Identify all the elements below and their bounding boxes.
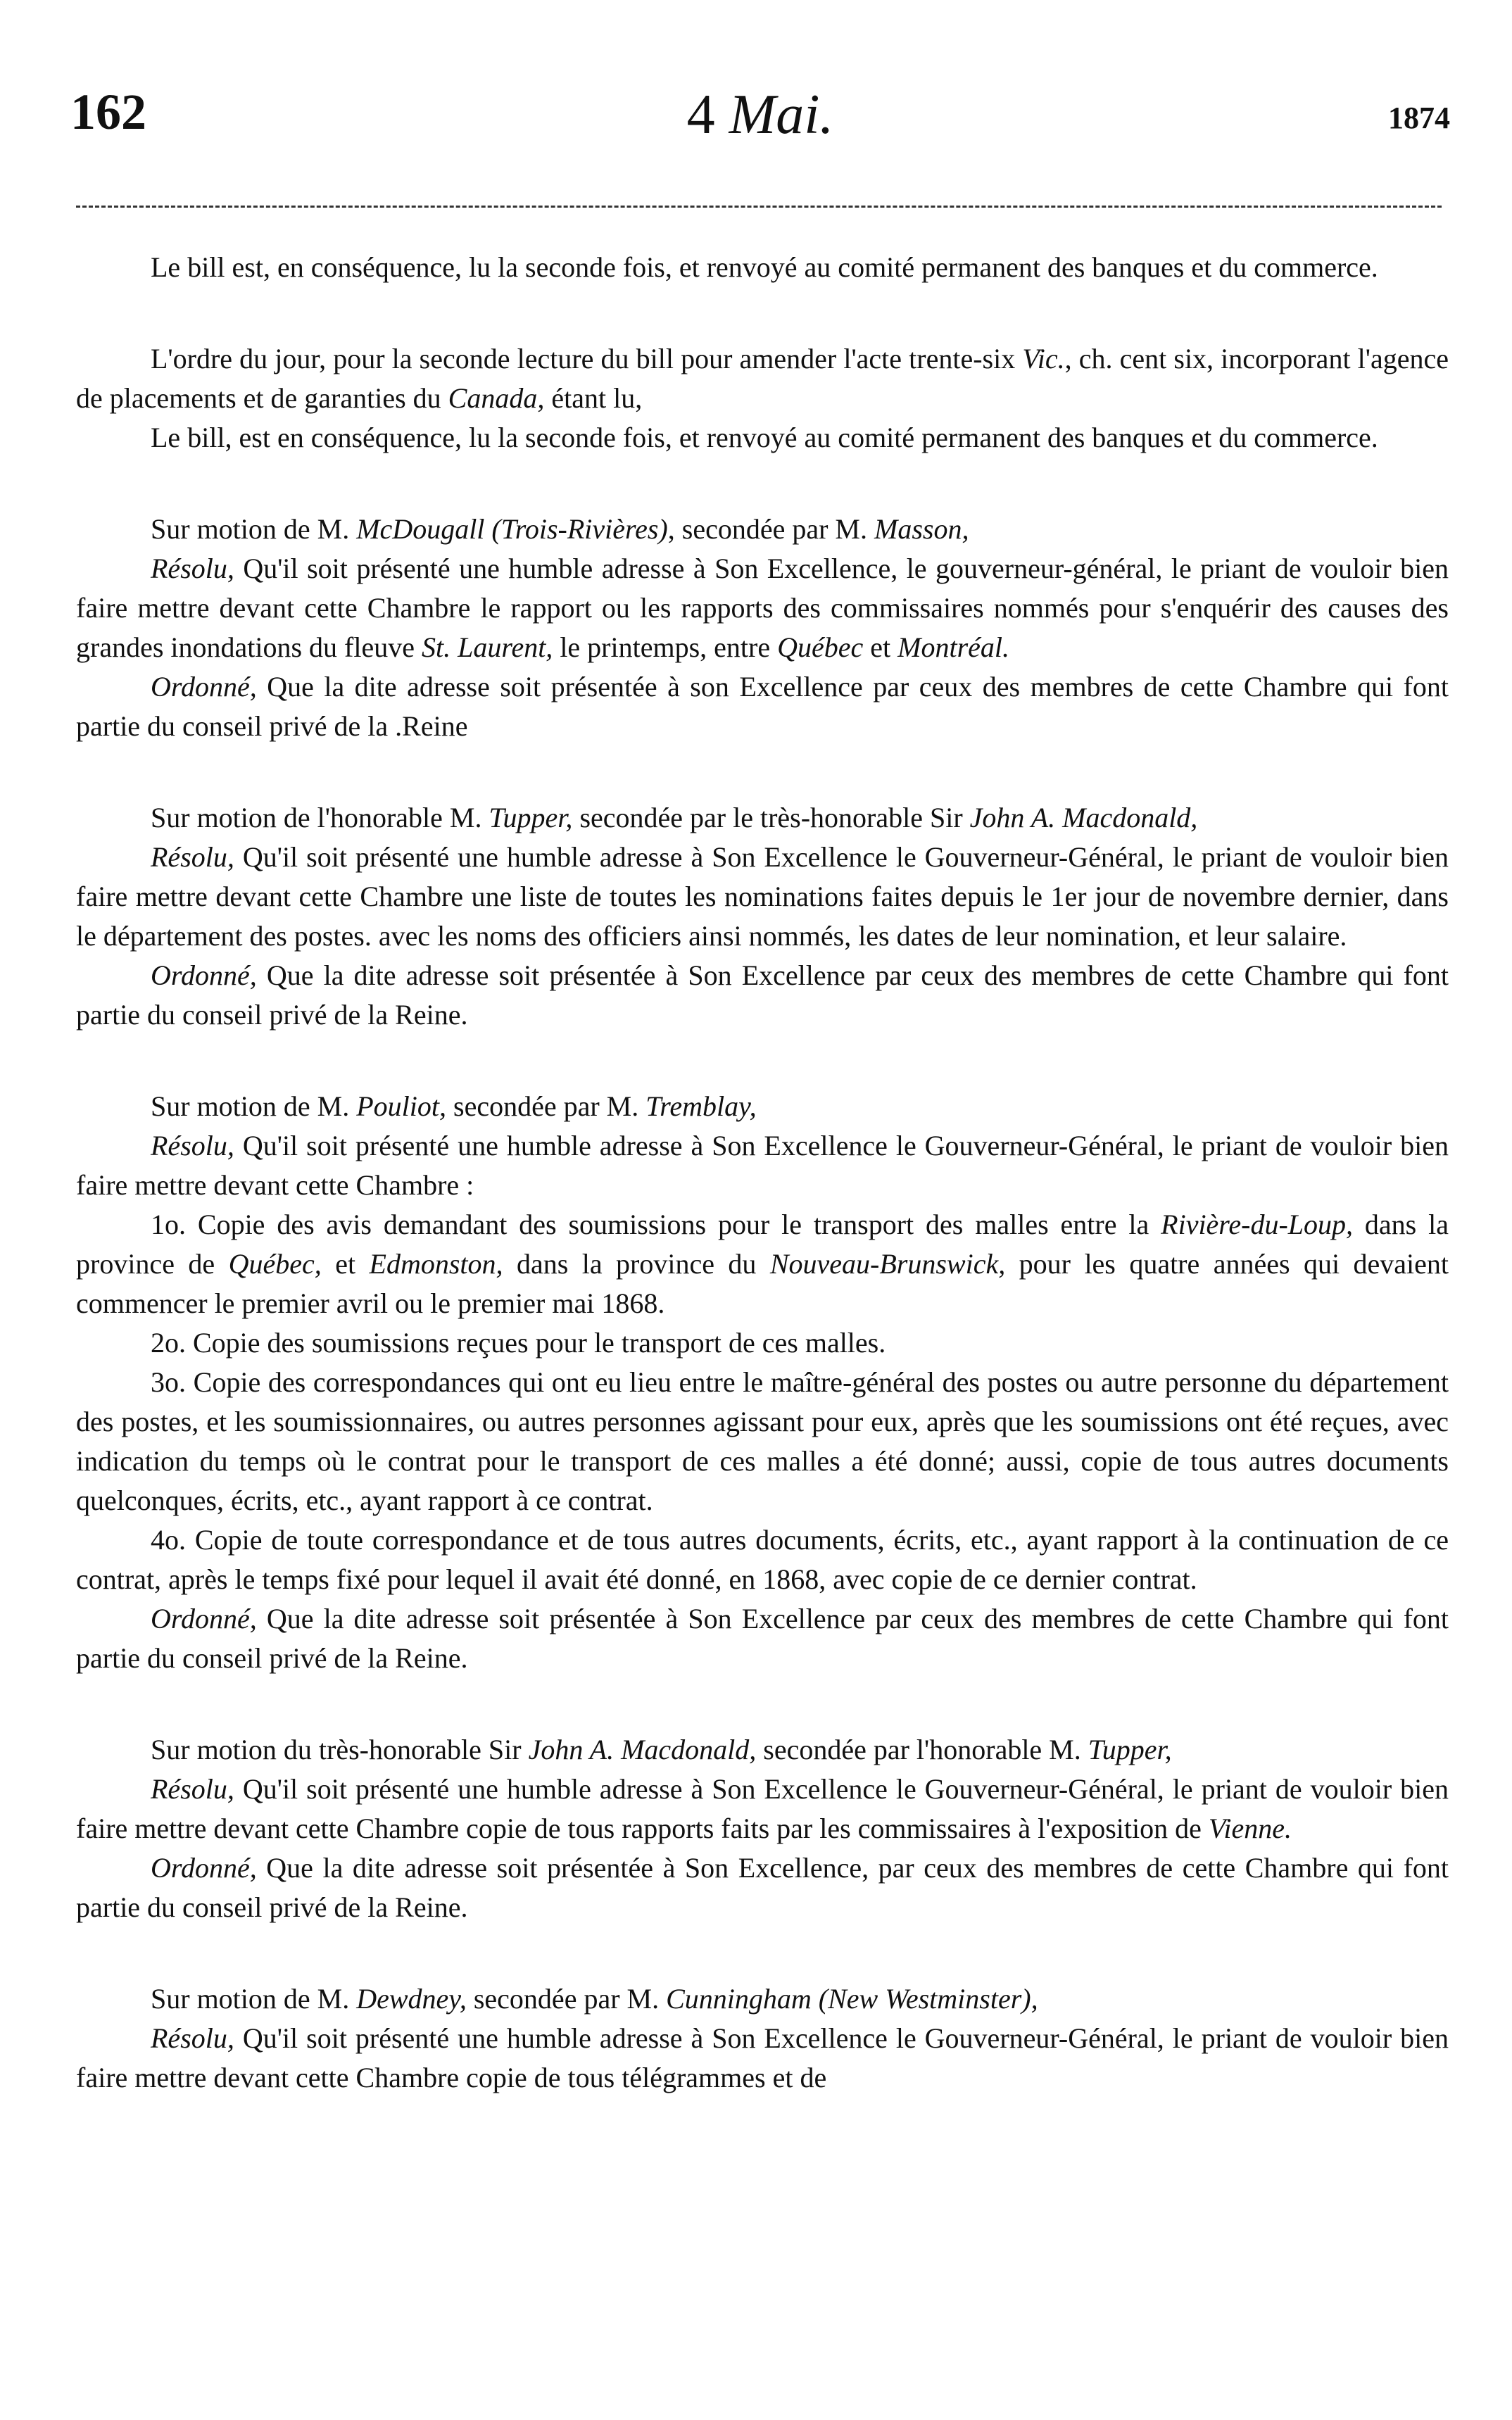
italic-text: Québec, xyxy=(228,1248,322,1280)
entry-motion-pouliot xyxy=(76,1087,1449,1678)
page-number: 162 xyxy=(70,84,146,140)
header-divider xyxy=(76,206,1442,208)
text-run: Que la dite adresse soit présentée à Son Excellence par ceux des membres de cette Chambre qui font partie du conseil privé de la Reine. xyxy=(76,959,1449,1031)
text-run: étant lu, xyxy=(544,382,643,414)
text-run: Sur motion de M. xyxy=(151,1983,357,2015)
paragraph xyxy=(76,1730,1449,1770)
entry-ordre-du-jour xyxy=(76,339,1449,458)
text-run: le printemps, entre xyxy=(553,631,778,663)
text-run: L'ordre du jour, pour la seconde lecture du bill pour amender l'acte trente-six xyxy=(151,343,1023,374)
text-run: Qu'il soit présenté une humble adresse à Son Excellence, le gouverneur-général, le priant de vouloir bien faire mettre devant cette Chambre le rapport ou les rapports des commissaires nommés pour s'enquérir des causes des grandes inondations du fleuve xyxy=(76,553,1449,663)
page-date xyxy=(70,83,1450,147)
italic-text: Edmonston, xyxy=(369,1248,503,1280)
italic-text: Résolu, xyxy=(151,1130,234,1161)
italic-text: St. Laurent, xyxy=(422,631,553,663)
italic-text: Tupper, xyxy=(489,802,573,833)
paragraph xyxy=(76,1126,1449,1205)
text-run: et xyxy=(863,631,898,663)
text-run: Le bill, est en conséquence, lu la seconde fois, et renvoyé au comité permanent des banques et du commerce. xyxy=(151,422,1378,453)
italic-text: Résolu, xyxy=(151,1773,234,1805)
text-run: dans la province de xyxy=(76,1209,1449,1280)
text-run: Le bill est, en conséquence, lu la seconde fois, et renvoyé au comité permanent des banques et du commerce. xyxy=(151,251,1378,283)
text-run: 2o. Copie des soumissions reçues pour le transport de ces malles. xyxy=(151,1327,886,1359)
text-run: secondée par l'honorable M. xyxy=(756,1734,1088,1765)
italic-text: McDougall (Trois-Rivières) xyxy=(356,513,668,545)
entry-motion-dewdney xyxy=(76,1979,1449,2098)
italic-text: Dewdney, xyxy=(356,1983,467,2015)
text-run: secondée par M. xyxy=(466,1983,667,2015)
italic-text: Masson, xyxy=(874,513,969,545)
paragraph xyxy=(76,1087,1449,1126)
page-header xyxy=(70,83,1450,168)
paragraph xyxy=(76,1770,1449,1848)
paragraph xyxy=(76,2019,1449,2098)
italic-text: Ordonné, xyxy=(151,1852,257,1884)
text-run: 3o. Copie des correspondances qui ont eu lieu entre le maître-général des postes ou autre personne du département des postes, et les soumissionnaires, ou autres personnes agissant pour eux, après que les soumissions ont été reçues, avec indication du temps où le contrat pour le transport de ces malles a été donné; aussi, copie de tous autres documents quelconques, écrits, etc., ayant rapport à ce contrat. xyxy=(76,1366,1449,1516)
entry-motion-mcdougall xyxy=(76,510,1449,746)
paragraph xyxy=(76,1848,1449,1927)
text-run: secondée par M. xyxy=(446,1090,646,1122)
paragraph xyxy=(76,248,1449,287)
text-run: dans la province du xyxy=(503,1248,770,1280)
italic-text: Résolu, xyxy=(151,2022,234,2054)
text-run: , ch. cent six, incorporant l'agence de placements et de garanties du xyxy=(76,343,1449,414)
italic-text: Vienne. xyxy=(1208,1813,1292,1844)
paragraph xyxy=(76,838,1449,956)
paragraph xyxy=(76,339,1449,418)
entry-motion-macdonald xyxy=(76,1730,1449,1927)
italic-text: Vic. xyxy=(1022,343,1065,374)
text-run: , secondée par M. xyxy=(667,513,874,545)
italic-text: Ordonné, xyxy=(151,1603,257,1634)
italic-text: Québec xyxy=(777,631,864,663)
paragraph xyxy=(76,510,1449,549)
text-run: Qu'il soit présenté une humble adresse à Son Excellence le Gouverneur-Général, le priant de vouloir bien faire mettre devant cette Chambre copie de tous télégrammes et de xyxy=(76,2022,1449,2093)
paragraph xyxy=(76,1599,1449,1678)
paragraph xyxy=(76,1979,1449,2019)
italic-text: Résolu, xyxy=(151,841,234,873)
italic-text: Résolu, xyxy=(151,553,234,584)
text-run: et xyxy=(321,1248,370,1280)
paragraph xyxy=(76,549,1449,667)
text-run: pour les quatre années qui devaient commencer le premier avril ou le premier mai 1868. xyxy=(76,1248,1449,1319)
italic-text: Cunningham (New Westminster), xyxy=(666,1983,1038,2015)
text-run: 1o. Copie des avis demandant des soumissions pour le transport des malles entre la xyxy=(151,1209,1161,1240)
journal-body xyxy=(76,248,1449,2098)
italic-text: John A. Macdonald, xyxy=(969,802,1198,833)
date-month: Mai. xyxy=(729,84,834,146)
text-run: Sur motion du très-honorable Sir xyxy=(151,1734,529,1765)
text-run: Que la dite adresse soit présentée à Son Excellence, par ceux des membres de cette Chambre qui font partie du conseil privé de la Reine. xyxy=(76,1852,1449,1923)
entry-motion-tupper xyxy=(76,798,1449,1035)
text-run: Qu'il soit présenté une humble adresse à Son Excellence le Gouverneur-Général, le priant de vouloir bien faire mettre devant cette Chambre une liste de toutes les nominations faites depuis le 1er jour de novembre dernier, dans le département des postes. avec les noms des officiers ainsi nommés, les dates de leur nomination, et leur salaire. xyxy=(76,841,1449,952)
italic-text: Rivière-du-Loup, xyxy=(1161,1209,1354,1240)
text-run: Sur motion de M. xyxy=(151,513,357,545)
paragraph xyxy=(76,1323,1449,1363)
text-run: Sur motion de M. xyxy=(151,1090,357,1122)
text-run: secondée par le très-honorable Sir xyxy=(572,802,970,833)
italic-text: Nouveau-Brunswick, xyxy=(769,1248,1006,1280)
paragraph xyxy=(76,1363,1449,1520)
paragraph xyxy=(76,956,1449,1035)
text-run: Sur motion de l'honorable M. xyxy=(151,802,489,833)
italic-text: Tremblay, xyxy=(645,1090,757,1122)
italic-text: Tupper, xyxy=(1088,1734,1172,1765)
text-run: Qu'il soit présenté une humble adresse à Son Excellence le Gouverneur-Général, le priant de vouloir bien faire mettre devant cette Chambre copie de tous rapports faits par les commissaires à l'exposition de xyxy=(76,1773,1449,1844)
italic-text: Canada, xyxy=(448,382,545,414)
italic-text: John A. Macdonald, xyxy=(528,1734,757,1765)
date-day: 4 xyxy=(686,84,715,146)
text-run: Que la dite adresse soit présentée à Son Excellence par ceux des membres de cette Chambre qui font partie du conseil privé de la Reine. xyxy=(76,1603,1449,1674)
page-year: 1874 xyxy=(1388,101,1450,135)
italic-text: Montréal. xyxy=(897,631,1010,663)
italic-text: Ordonné, xyxy=(151,959,257,991)
paragraph xyxy=(76,798,1449,838)
italic-text: Pouliot, xyxy=(356,1090,447,1122)
text-run: 4o. Copie de toute correspondance et de tous autres documents, écrits, etc., ayant rapport à la continuation de ce contrat, après le temps fixé pour lequel il avait été donné, en 1868, avec copie de ce dernier contrat. xyxy=(76,1524,1449,1595)
text-run: Qu'il soit présenté une humble adresse à Son Excellence le Gouverneur-Général, le priant de vouloir bien faire mettre devant cette Chambre : xyxy=(76,1130,1449,1201)
entry-bill-banques xyxy=(76,248,1449,287)
text-run: Que la dite adresse soit présentée à son Excellence par ceux des membres de cette Chambre qui font partie du conseil privé de la .Reine xyxy=(76,671,1449,742)
paragraph xyxy=(76,667,1449,746)
paragraph xyxy=(76,1205,1449,1323)
italic-text: Ordonné, xyxy=(151,671,257,702)
paragraph xyxy=(76,418,1449,458)
paragraph xyxy=(76,1520,1449,1599)
